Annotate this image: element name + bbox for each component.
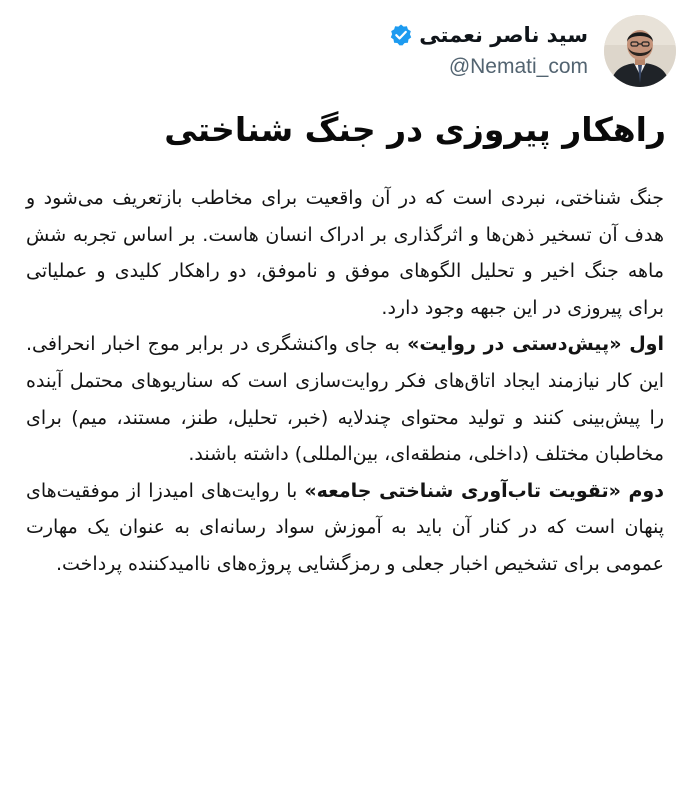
paragraph-first-strategy xyxy=(26,326,664,472)
post-header xyxy=(14,10,676,92)
avatar[interactable] xyxy=(604,15,676,87)
paragraph-second-strategy xyxy=(26,473,664,583)
user-handle[interactable]: @Nemati_com xyxy=(448,55,588,78)
person-portrait-icon xyxy=(604,15,676,87)
second-strategy-lead: دوم «تقویت تاب‌آوری شناختی جامعه» xyxy=(304,479,664,502)
first-strategy-text: به جای واکنشگری در برابر موج اخبار انحرافی. این کار نیازمند ایجاد اتاق‌های فکر روایت‌سازی است که سناریوهای محتمل آینده را پیش‌بینی کنند و تولید محتوای چندلایه (خبر، تحلیل، طنز، مستند، میم) برای مخاطبان مختلف (داخلی، منطقه‌ای، بین‌المللی) داشته باشند. xyxy=(26,333,664,466)
user-info xyxy=(389,23,588,79)
display-name[interactable]: سید ناصر نعمتی xyxy=(419,23,588,47)
name-row xyxy=(389,23,588,47)
post-title: راهکار پیروزی در جنگ شناختی xyxy=(164,110,666,149)
paragraph-intro: جنگ شناختی، نبردی است که در آن واقعیت برای مخاطب بازتعریف می‌شود و هدف آن تسخیر ذهن‌ها و اثرگذاری بر ادراک انسان هاست. بر اساس تجربه شش ماهه جنگ اخیر و تحلیل الگوهای موفق و ناموفق، دو راهکار کلیدی و عملیاتی برای پیروزی در این جبهه وجود دارد. xyxy=(26,187,664,319)
post-body xyxy=(26,180,664,583)
second-strategy-text: با روایت‌های امیدزا از موفقیت‌های پنهان است که در کنار آن باید به آموزش سواد رسانه‌ای به عنوان یک مهارت عمومی برای تشخیص اخبار جعلی و رمزگشایی پروژه‌های ناامیدکننده پرداخت. xyxy=(26,479,664,575)
first-strategy-lead: اول «پیش‌دستی در روایت» xyxy=(407,333,665,356)
verified-badge-icon xyxy=(389,23,413,47)
